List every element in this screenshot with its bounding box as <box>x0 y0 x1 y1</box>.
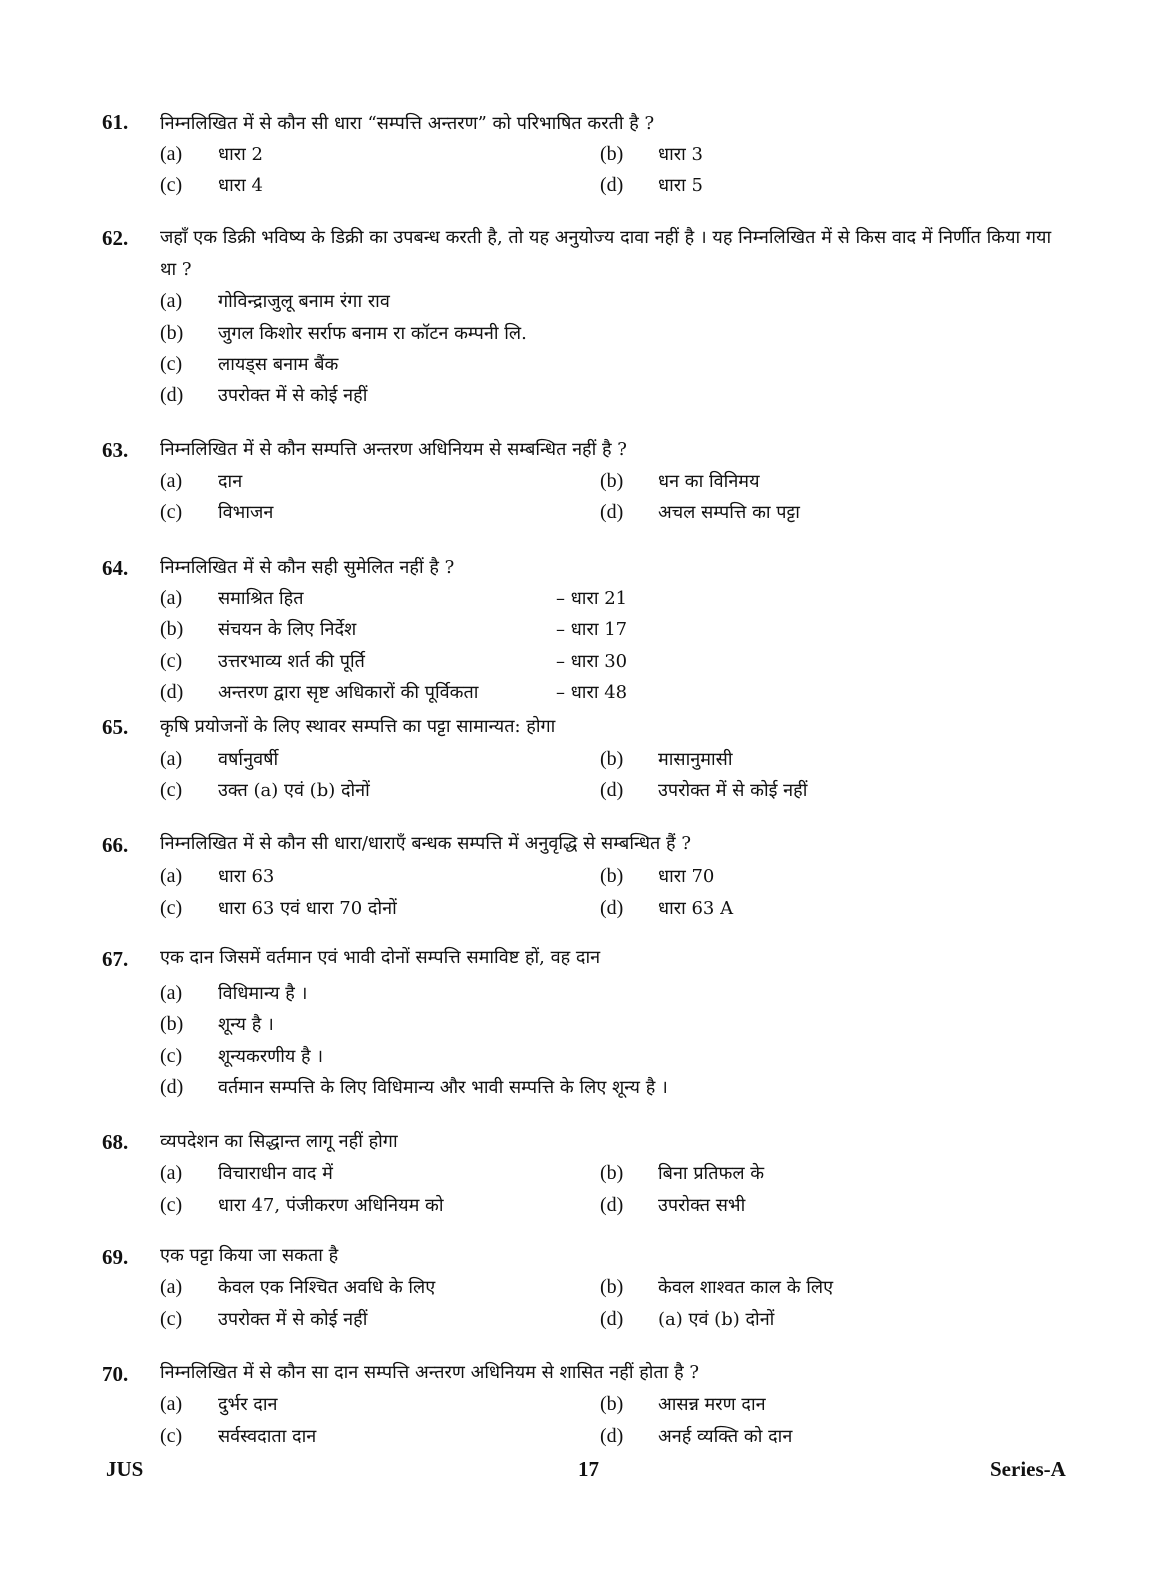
option-c[interactable]: (c) उत्तरभाव्य शर्त की पूर्ति – धारा 30 <box>160 646 365 677</box>
option-c[interactable]: (c) लायड्स बनाम बैंक <box>160 353 339 375</box>
option-b[interactable]: (b) बिना प्रतिफल के <box>600 1162 765 1184</box>
question-text: निम्नलिखित में से कौन सम्पत्ति अन्तरण अधिनियम से सम्बन्धित नहीं है ? <box>160 439 627 460</box>
option-d[interactable]: (d) धारा 5 <box>600 174 703 196</box>
option-c[interactable]: (c) धारा 47, पंजीकरण अधिनियम को <box>160 1194 444 1216</box>
question-number: 63. <box>102 438 129 462</box>
question-text: निम्नलिखित में से कौन सा दान सम्पत्ति अन्तरण अधिनियम से शासित नहीं होता है ? <box>160 1362 699 1383</box>
option-d[interactable]: (d) उपरोक्त में से कोई नहीं <box>160 384 368 406</box>
option-c[interactable]: (c) शून्यकरणीय है । <box>160 1045 324 1067</box>
option-d[interactable]: (d) अचल सम्पत्ति का पट्टा <box>600 501 800 523</box>
question-number: 61. <box>102 110 129 134</box>
option-c[interactable]: (c) उपरोक्त में से कोई नहीं <box>160 1308 368 1330</box>
option-d[interactable]: (d) अनर्ह व्यक्ति को दान <box>600 1425 793 1447</box>
question-text: व्यपदेशन का सिद्धान्त लागू नहीं होगा <box>160 1131 398 1152</box>
option-c[interactable]: (c) सर्वस्वदाता दान <box>160 1425 317 1447</box>
option-a[interactable]: (a) दान <box>160 470 243 492</box>
question-text: एक पट्टा किया जा सकता है <box>160 1245 339 1266</box>
option-a[interactable]: (a) दुर्भर दान <box>160 1393 278 1415</box>
question-number: 65. <box>102 715 129 739</box>
option-b[interactable]: (b) धन का विनिमय <box>600 470 760 492</box>
option-d[interactable]: (d) उपरोक्त में से कोई नहीं <box>600 779 808 801</box>
question-text: निम्नलिखित में से कौन सही सुमेलित नहीं है ? <box>160 557 455 578</box>
option-b[interactable]: (b) धारा 70 <box>600 865 715 887</box>
option-b[interactable]: (b) मासानुमासी <box>600 748 733 770</box>
option-c[interactable]: (c) धारा 63 एवं धारा 70 दोनों <box>160 897 397 919</box>
question-number: 62. <box>102 226 129 250</box>
option-d[interactable]: (d) धारा 63 A <box>600 897 734 919</box>
section-ref: – धारा 30 <box>556 651 628 672</box>
option-a[interactable]: (a) गोविन्द्राजुलू बनाम रंगा राव <box>160 290 390 312</box>
question-number: 64. <box>102 556 129 580</box>
question-number: 67. <box>102 947 129 971</box>
option-a[interactable]: (a) समाश्रित हित – धारा 21 <box>160 583 303 614</box>
option-d[interactable]: (d) उपरोक्त सभी <box>600 1194 746 1216</box>
question-number: 70. <box>102 1362 129 1386</box>
option-a[interactable]: (a) वर्षानुवर्षी <box>160 748 279 770</box>
option-a[interactable]: (a) धारा 63 <box>160 865 275 887</box>
question-text: निम्नलिखित में से कौन सी धारा “सम्पत्ति अन्तरण” को परिभाषित करती है ? <box>160 113 655 134</box>
option-b[interactable]: (b) जुगल किशोर सर्राफ बनाम रा कॉटन कम्पनी लि. <box>160 322 527 344</box>
option-a[interactable]: (a) विधिमान्य है । <box>160 982 308 1004</box>
series-label: Series-A <box>990 1457 1066 1481</box>
question-text: कृषि प्रयोजनों के लिए स्थावर सम्पत्ति का पट्टा सामान्यत: होगा <box>160 716 556 737</box>
question-number: 68. <box>102 1130 129 1154</box>
question-text: एक दान जिसमें वर्तमान एवं भावी दोनों सम्पत्ति समाविष्ट हों, वह दान <box>160 947 601 968</box>
section-ref: – धारा 48 <box>556 682 628 703</box>
option-a[interactable]: (a) विचाराधीन वाद में <box>160 1162 333 1184</box>
section-ref: – धारा 21 <box>556 588 628 609</box>
option-b[interactable]: (b) केवल शाश्वत काल के लिए <box>600 1276 834 1298</box>
option-d[interactable]: (d) वर्तमान सम्पत्ति के लिए विधिमान्य और भावी सम्पत्ति के लिए शून्य है । <box>160 1076 668 1098</box>
option-b[interactable]: (b) शून्य है । <box>160 1013 274 1035</box>
question-text: निम्नलिखित में से कौन सी धारा/धाराएँ बन्धक सम्पत्ति में अनुवृद्धि से सम्बन्धित हैं ? <box>160 833 691 854</box>
option-c[interactable]: (c) उक्त (a) एवं (b) दोनों <box>160 779 370 801</box>
option-a[interactable]: (a) धारा 2 <box>160 143 263 165</box>
option-a[interactable]: (a) केवल एक निश्चित अवधि के लिए <box>160 1276 436 1298</box>
question-number: 66. <box>102 833 129 857</box>
page-number: 17 <box>578 1457 599 1481</box>
option-b[interactable]: (b) संचयन के लिए निर्देश – धारा 17 <box>160 614 356 645</box>
option-c[interactable]: (c) विभाजन <box>160 501 274 523</box>
footer-code: JUS <box>106 1457 144 1481</box>
section-ref: – धारा 17 <box>556 619 628 640</box>
option-b[interactable]: (b) धारा 3 <box>600 143 703 165</box>
question-text: जहाँ एक डिक्री भविष्य के डिक्री का उपबन्ध करती है, तो यह अनुयोज्य दावा नहीं है । यह निम्नलिखित में से किस वाद में निर्णीत किया गया था ? <box>160 227 1052 280</box>
option-d[interactable]: (d) अन्तरण द्वारा सृष्ट अधिकारों की पूर्विकता – धारा 48 <box>160 677 478 708</box>
option-d[interactable]: (d) (a) एवं (b) दोनों <box>600 1308 775 1330</box>
option-b[interactable]: (b) आसन्न मरण दान <box>600 1393 766 1415</box>
option-c[interactable]: (c) धारा 4 <box>160 174 263 196</box>
question-number: 69. <box>102 1245 129 1269</box>
